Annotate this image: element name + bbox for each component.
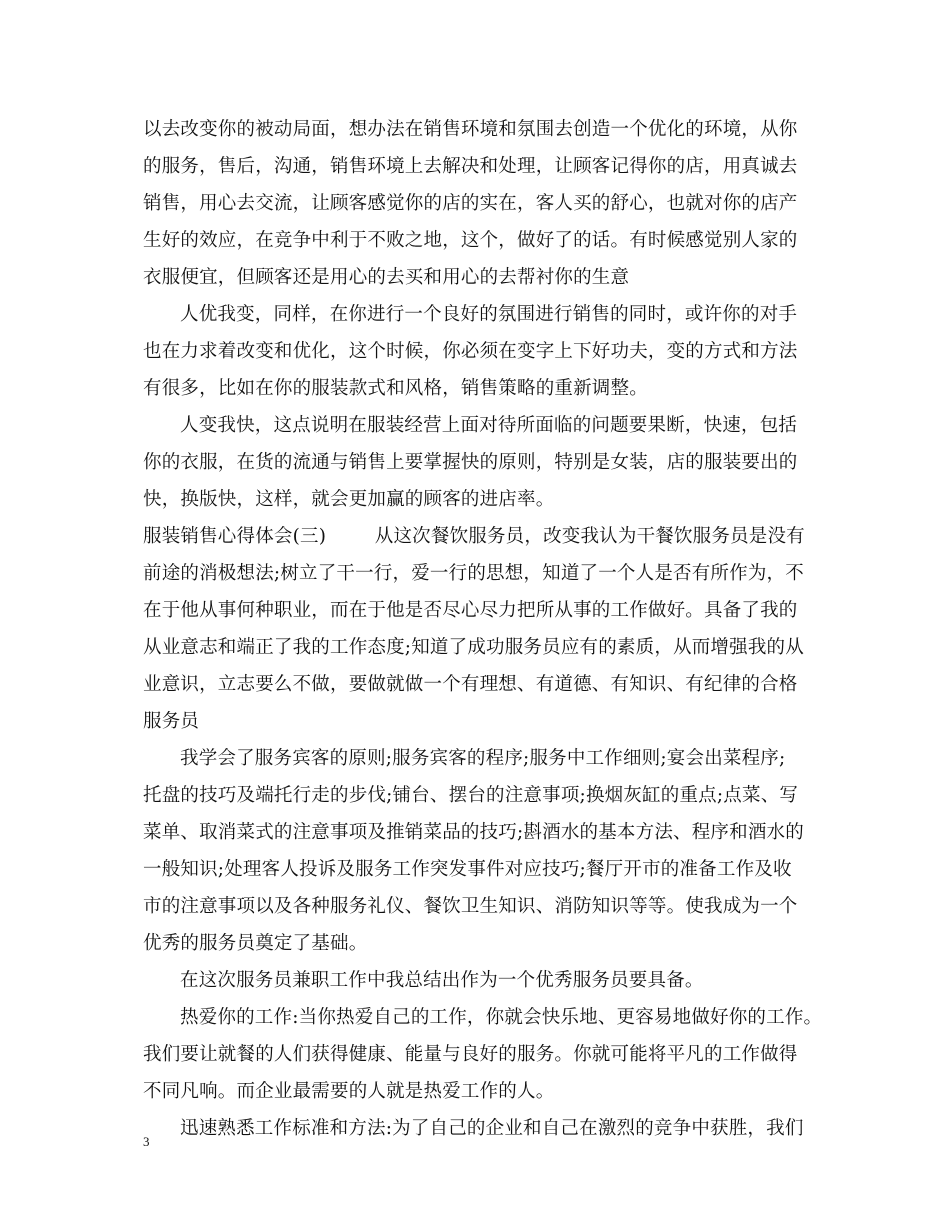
- text-line: 在于他从事何种职业，而在于他是否尽心尽力把所从事的工作做好。具备了我的: [143, 600, 798, 621]
- page-number: 3: [143, 1134, 150, 1149]
- text-line: 从业意志和端正了我的工作态度;知道了成功服务员应有的素质，从而增强我的从: [143, 637, 804, 658]
- text-line: 我们要让就餐的人们获得健康、能量与良好的服务。你就可能将平凡的工作做得: [143, 1044, 798, 1065]
- text-line: 前途的消极想法;树立了干一行，爱一行的思想，知道了一个人是否有所作为，不: [143, 563, 804, 584]
- text-line: 衣服便宜，但顾客还是用心的去买和用心的去帮衬你的生意: [143, 267, 630, 288]
- text-line: 你的衣服，在货的流通与销售上要掌握快的原则，特别是女装，店的服装要出的: [143, 452, 798, 473]
- text-line: 生好的效应，在竞争中利于不败之地，这个，做好了的话。有时候感觉别人家的: [143, 230, 798, 251]
- text-line: 人优我变，同样，在你进行一个良好的氛围进行销售的同时，或许你的对手: [180, 304, 798, 325]
- text-line: 销售，用心去交流，让顾客感觉你的店的实在，客人买的舒心，也就对你的店产: [143, 193, 798, 214]
- text-line: 托盘的技巧及端托行走的步伐;铺台、摆台的注意事项;换烟灰缸的重点;点菜、写: [143, 785, 799, 806]
- text-line: 迅速熟悉工作标准和方法:为了自己的企业和自己在激烈的竞争中获胜，我们: [180, 1118, 804, 1139]
- text-line: 快，换版快，这样，就会更加赢的顾客的进店率。: [143, 489, 555, 510]
- text-line: 市的注意事项以及各种服务礼仪、餐饮卫生知识、消防知识等等。使我成为一个: [143, 896, 798, 917]
- text-line: 我学会了服务宾客的原则;服务宾客的程序;服务中工作细则;宴会出菜程序;: [180, 748, 786, 769]
- text-line: 有很多，比如在你的服装款式和风格，销售策略的重新调整。: [143, 378, 648, 399]
- text-line: 菜单、取消菜式的注意事项及推销菜品的技巧;斟酒水的基本方法、程序和酒水的: [143, 822, 804, 843]
- section-heading-line: 服装销售心得体会(三) 从这次餐饮服务员，改变我认为干餐饮服务员是没有: [143, 526, 805, 547]
- text-line: 不同凡响。而企业最需要的人就是热爱工作的人。: [143, 1081, 555, 1102]
- text-line: 人变我快，这点说明在服装经营上面对待所面临的问题要果断，快速，包括: [180, 415, 798, 436]
- text-line: 服务员: [143, 711, 200, 732]
- text-line: 的服务，售后，沟通，销售环境上去解决和处理，让顾客记得你的店，用真诚去: [143, 156, 798, 177]
- text-line: 优秀的服务员奠定了基础。: [143, 933, 368, 954]
- text-line: 一般知识;处理客人投诉及服务工作突发事件对应技巧;餐厅开市的准备工作及收: [143, 859, 792, 880]
- text-line: 热爱你的工作:当你热爱自己的工作，你就会快乐地、更容易地做好你的工作。: [180, 1007, 823, 1028]
- text-line: 在这次服务员兼职工作中我总结出作为一个优秀服务员要具备。: [180, 970, 704, 991]
- text-line: 以去改变你的被动局面，想办法在销售环境和氛围去创造一个优化的环境，从你: [143, 119, 798, 140]
- text-line: 业意识，立志要么不做，要做就做一个有理想、有道德、有知识、有纪律的合格: [143, 674, 798, 695]
- text-line: 也在力求着改变和优化，这个时候，你必须在变字上下好功夫，变的方式和方法: [143, 341, 798, 362]
